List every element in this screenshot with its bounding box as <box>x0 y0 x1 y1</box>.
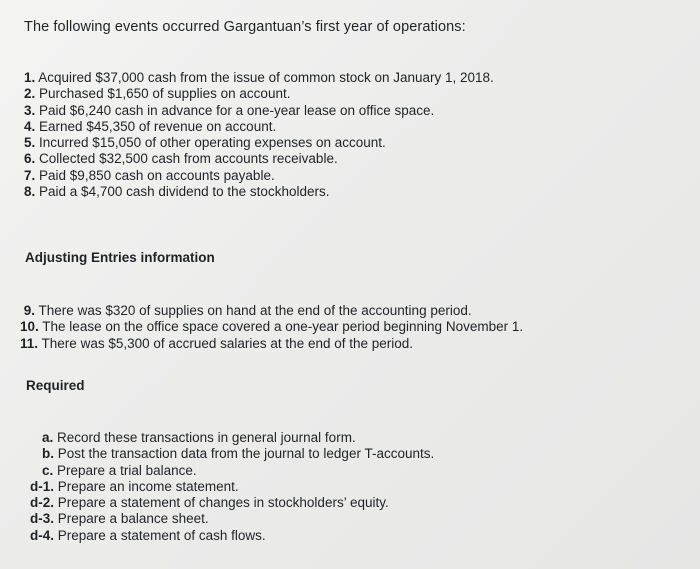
list-item <box>24 184 494 200</box>
item-text: There was $320 of supplies on hand at the end of the accounting period. <box>38 303 472 318</box>
item-number: 2. <box>24 86 36 102</box>
list-item <box>24 103 494 119</box>
item-number: 11. <box>20 335 39 351</box>
list-item <box>24 135 494 151</box>
list-item <box>30 479 434 495</box>
item-text: Prepare a statement of cash flows. <box>57 527 266 543</box>
item-number: a. <box>42 430 54 445</box>
item-number: 3. <box>24 102 36 118</box>
item-number: d-2. <box>30 495 55 511</box>
list-item <box>20 303 523 319</box>
item-number: 4. <box>24 118 36 134</box>
item-text: Earned $45,350 of revenue on account. <box>39 118 277 134</box>
list-item <box>30 463 434 479</box>
adjusting-entries-heading: Adjusting Entries information <box>25 250 215 265</box>
item-number: 9. <box>23 303 36 318</box>
item-number: d-1. <box>30 478 55 494</box>
item-text: The lease on the office space covered a one-year period beginning November 1. <box>42 319 524 335</box>
list-item <box>24 119 494 135</box>
required-list <box>30 430 434 544</box>
list-item <box>30 446 434 462</box>
item-number: d-4. <box>30 527 55 543</box>
events-list <box>24 70 494 200</box>
intro-text: The following events occurred Gargantuan’s first year of operations: <box>24 19 466 35</box>
item-number: 5. <box>24 135 36 151</box>
item-number: c. <box>42 462 54 478</box>
item-text: Prepare a balance sheet. <box>57 511 209 527</box>
item-text: Post the transaction data from the journal to ledger T-accounts. <box>57 446 435 462</box>
item-text: Acquired $37,000 cash from the issue of common stock on January 1, 2018. <box>38 70 494 85</box>
required-heading: Required <box>26 378 85 393</box>
list-item <box>24 151 494 167</box>
list-item <box>24 86 494 102</box>
item-text: Purchased $1,650 of supplies on account. <box>39 86 291 102</box>
list-item <box>20 319 523 335</box>
item-number: b. <box>42 446 54 462</box>
item-text: Paid $9,850 cash on accounts payable. <box>39 167 275 183</box>
item-text: Prepare a statement of changes in stockholders’ equity. <box>57 495 389 511</box>
item-text: Prepare an income statement. <box>57 478 239 494</box>
item-number: 10. <box>20 319 39 335</box>
item-text: Paid a $4,700 cash dividend to the stockholders. <box>39 184 330 200</box>
item-number: 7. <box>24 167 36 183</box>
list-item <box>20 336 523 352</box>
list-item <box>30 511 434 527</box>
list-item <box>30 430 434 446</box>
item-text: Incurred $15,050 of other operating expenses on account. <box>39 135 386 151</box>
adjusting-list <box>20 303 523 352</box>
item-text: Paid $6,240 cash in advance for a one-year lease on office space. <box>39 102 435 118</box>
item-text: Prepare a trial balance. <box>57 462 197 478</box>
item-text: There was $5,300 of accrued salaries at the end of the period. <box>41 335 414 351</box>
item-number: 1. <box>24 70 36 85</box>
item-text: Collected $32,500 cash from accounts receivable. <box>39 151 338 167</box>
list-item <box>24 168 494 184</box>
item-text: Record these transactions in general journal form. <box>57 430 356 445</box>
item-number: d-3. <box>30 511 55 527</box>
item-number: 6. <box>24 151 36 167</box>
list-item <box>24 70 494 86</box>
list-item <box>30 495 434 511</box>
item-number: 8. <box>24 184 36 200</box>
list-item <box>30 528 434 544</box>
